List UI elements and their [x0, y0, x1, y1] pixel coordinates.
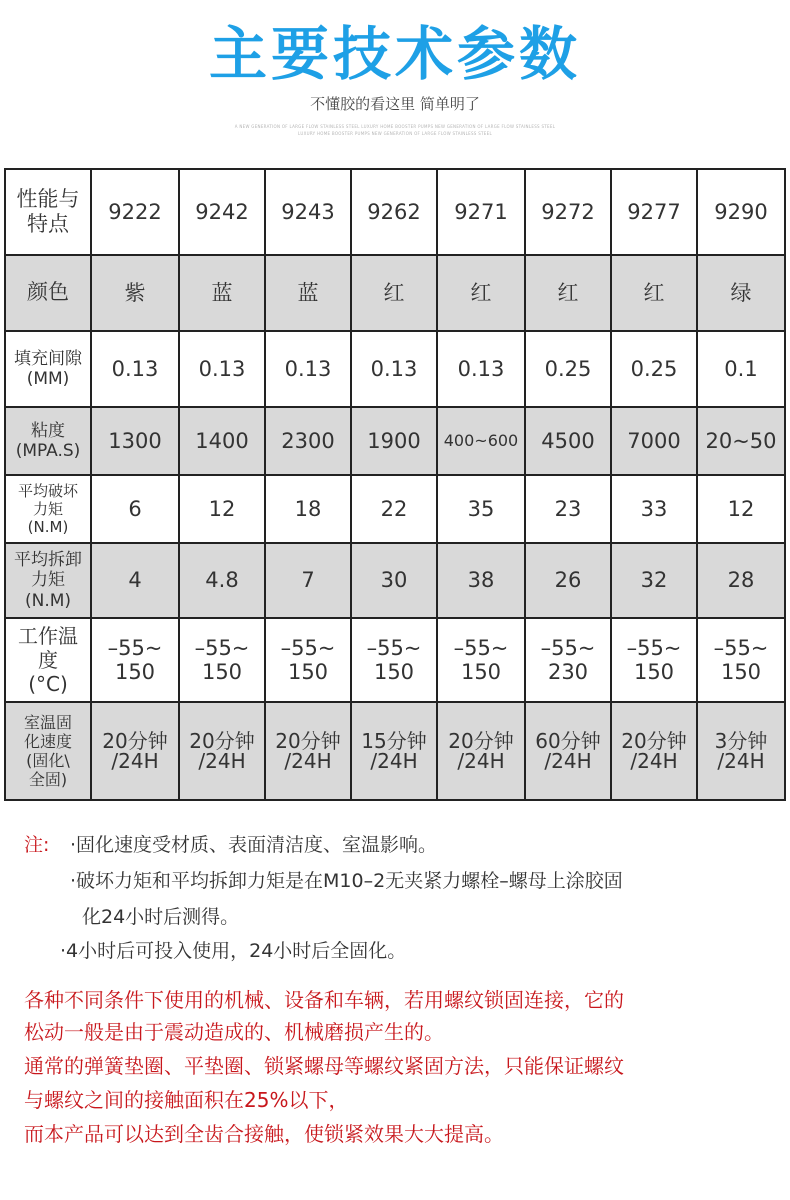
model-9290: 9290: [697, 169, 785, 255]
table-header-label: 性能与 特点: [5, 169, 91, 255]
table-cell: 红: [437, 255, 525, 331]
row-label-gap: 填充间隙 (MM): [5, 331, 91, 407]
table-cell: 3分钟 /24H: [697, 702, 785, 800]
table-row: [5, 331, 785, 407]
table-cell: 蓝: [179, 255, 265, 331]
note-line: ·4小时后可投入使用，24小时后全固化。: [60, 940, 407, 962]
model-9243: 9243: [265, 169, 351, 255]
table-cell: 15分钟 /24H: [351, 702, 437, 800]
table-cell: 20~50: [697, 407, 785, 475]
table-cell: 4.8: [179, 543, 265, 618]
table-cell: 0.13: [437, 331, 525, 407]
table-cell: 22: [351, 475, 437, 543]
spec-table: [4, 168, 786, 801]
table-cell: 23: [525, 475, 611, 543]
table-cell: –55~ 150: [437, 618, 525, 702]
model-9242: 9242: [179, 169, 265, 255]
table-cell: 红: [525, 255, 611, 331]
table-cell: –55~ 150: [179, 618, 265, 702]
row-label-viscosity: 粘度 (MPA.S): [5, 407, 91, 475]
info-line: 各种不同条件下使用的机械、设备和车辆，若用螺纹锁固连接，它的: [24, 988, 624, 1012]
table-cell: 0.13: [351, 331, 437, 407]
table-cell: 4: [91, 543, 179, 618]
table-row: [5, 702, 785, 800]
table-cell: 20分钟 /24H: [265, 702, 351, 800]
table-cell: –55~ 150: [91, 618, 179, 702]
table-cell: 0.25: [611, 331, 697, 407]
table-cell: 12: [697, 475, 785, 543]
table-cell: 紫: [91, 255, 179, 331]
model-9222: 9222: [91, 169, 179, 255]
table-cell: 0.13: [91, 331, 179, 407]
table-cell: 26: [525, 543, 611, 618]
table-cell: 30: [351, 543, 437, 618]
notes-prefix: 注:: [24, 834, 50, 856]
table-cell: 0.25: [525, 331, 611, 407]
table-cell: 绿: [697, 255, 785, 331]
info-line: 通常的弹簧垫圈、平垫圈、锁紧螺母等螺纹紧固方法，只能保证螺纹: [24, 1054, 624, 1078]
table-cell: 0.1: [697, 331, 785, 407]
table-cell: 1900: [351, 407, 437, 475]
table-cell: 蓝: [265, 255, 351, 331]
table-cell: 35: [437, 475, 525, 543]
info-line: 松动一般是由于震动造成的、机械磨损产生的。: [24, 1020, 444, 1044]
table-cell: 32: [611, 543, 697, 618]
table-cell: 20分钟 /24H: [179, 702, 265, 800]
table-cell: –55~ 150: [611, 618, 697, 702]
table-cell: 20分钟 /24H: [91, 702, 179, 800]
note-line: 化24小时后测得。: [82, 906, 240, 928]
table-cell: 38: [437, 543, 525, 618]
model-9271: 9271: [437, 169, 525, 255]
info-line: 而本产品可以达到全齿合接触，使锁紧效果大大提高。: [24, 1122, 504, 1146]
table-header-row: [5, 169, 785, 255]
row-label-cure-speed: 室温固 化速度 (固化\ 全固): [5, 702, 91, 800]
table-cell: –55~ 230: [525, 618, 611, 702]
table-cell: 0.13: [265, 331, 351, 407]
model-9262: 9262: [351, 169, 437, 255]
model-9272: 9272: [525, 169, 611, 255]
table-cell: 400~600: [437, 407, 525, 475]
table-cell: 60分钟 /24H: [525, 702, 611, 800]
table-cell: 6: [91, 475, 179, 543]
decorative-caption-1: A NEW GENERATION OF LARGE FLOW STAINLESS STEEL LUXURY HOME BOOSTER PUMPS NEW GENERATION OF LARGE FLOW STAINLESS STEEL: [234, 124, 556, 129]
decorative-caption-2: LUXURY HOME BOOSTER PUMPS NEW GENERATION OF LARGE FLOW STAINLESS STEEL: [298, 131, 492, 136]
info-line: 与螺纹之间的接触面积在25%以下，: [24, 1088, 349, 1112]
table-cell: 7: [265, 543, 351, 618]
table-cell: 20分钟 /24H: [437, 702, 525, 800]
row-label-color: 颜色: [5, 255, 91, 331]
row-label-temperature: 工作温 度 (°C): [5, 618, 91, 702]
note-line: ·破坏力矩和平均拆卸力矩是在M10–2无夹紧力螺栓–螺母上涂胶固: [70, 870, 623, 892]
model-9277: 9277: [611, 169, 697, 255]
table-row: [5, 543, 785, 618]
table-cell: 1400: [179, 407, 265, 475]
table-cell: –55~ 150: [351, 618, 437, 702]
table-cell: 28: [697, 543, 785, 618]
table-cell: 12: [179, 475, 265, 543]
table-cell: –55~ 150: [265, 618, 351, 702]
table-cell: 1300: [91, 407, 179, 475]
table-cell: 7000: [611, 407, 697, 475]
table-row: [5, 475, 785, 543]
table-row: [5, 255, 785, 331]
table-row: [5, 618, 785, 702]
page-subtitle: 不懂胶的看这里 简单明了: [310, 95, 480, 113]
table-cell: 18: [265, 475, 351, 543]
row-label-removal-torque: 平均拆卸 力矩 (N.M): [5, 543, 91, 618]
table-cell: 2300: [265, 407, 351, 475]
table-cell: 20分钟 /24H: [611, 702, 697, 800]
table-cell: 红: [611, 255, 697, 331]
table-cell: 红: [351, 255, 437, 331]
note-line: ·固化速度受材质、表面清洁度、室温影响。: [70, 834, 438, 856]
page-title: 主要技术参数: [208, 20, 581, 88]
table-cell: 33: [611, 475, 697, 543]
table-cell: 4500: [525, 407, 611, 475]
table-cell: 0.13: [179, 331, 265, 407]
row-label-break-torque: 平均破坏 力矩 (N.M): [5, 475, 91, 543]
table-row: [5, 407, 785, 475]
table-cell: –55~ 150: [697, 618, 785, 702]
